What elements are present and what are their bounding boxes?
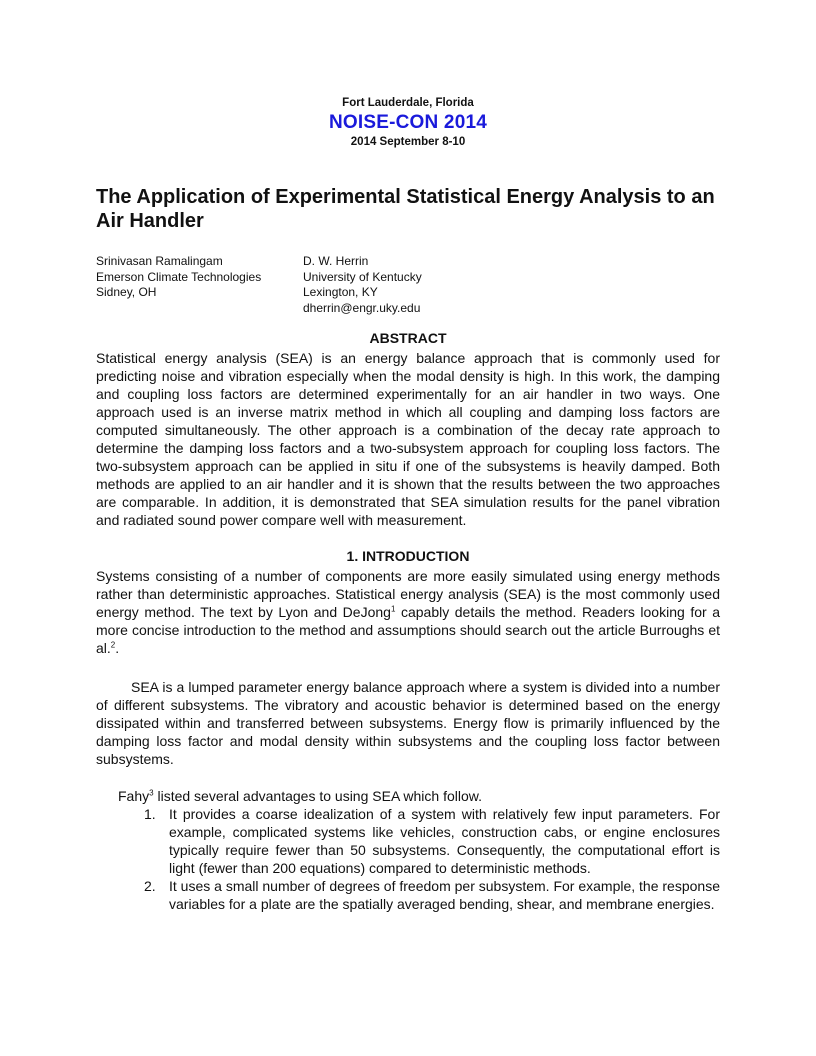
abstract-heading: ABSTRACT (369, 330, 447, 346)
citation-ref-2: 2 (110, 640, 116, 650)
author-location: Sidney, OH (96, 285, 157, 299)
intro-p1-text-a: Systems consisting of a number of components are more easily simulated using energy methods rather than deterministic approaches. Statistical energy analysis (SEA) is the most commonly used energy method. The text by Lyon and DeJong (96, 568, 720, 620)
intro-p1-text-c: . (115, 640, 120, 656)
list-item-number: 2. (144, 878, 156, 894)
introduction-heading: 1. INTRODUCTION (346, 548, 470, 564)
intro-p3-text-a: Fahy (118, 788, 150, 804)
list-item (96, 805, 720, 877)
author-name: D. W. Herrin (303, 254, 369, 268)
list-item-number: 1. (144, 806, 156, 822)
conference-name: NOISE-CON 2014 (328, 112, 488, 133)
author-2 (303, 254, 422, 316)
intro-paragraph-1 (96, 567, 720, 657)
list-item-text: It uses a small number of degrees of freedom per subsystem. For example, the response variables for a plate are the spatially averaged bending, shear, and membrane energies. (169, 878, 720, 912)
citation-ref-1: 1 (390, 604, 396, 614)
intro-p1-text-b: capably details the method. Readers looking for a more concise introduction to the method and assumptions should search out the article Burroughs et al. (96, 604, 721, 656)
author-location: Lexington, KY (303, 285, 378, 299)
conference-dates: 2014 September 8-10 (350, 136, 466, 148)
paper-title: The Application of Experimental Statistical Energy Analysis to an Air Handler (96, 186, 715, 232)
list-item (96, 877, 720, 913)
intro-paragraph-2: SEA is a lumped parameter energy balance approach where a system is divided into a number of different subsystems. The vibratory and acoustic behavior is determined based on the energy dissipated within and transferred between subsystems. Energy flow is primarily influenced by the damping loss factor and modal density within subsystems and the coupling loss factor between subsystems. (96, 679, 720, 767)
author-affiliation: Emerson Climate Technologies (96, 269, 262, 284)
author-email: dherrin@engr.uky.edu (303, 300, 421, 315)
intro-paragraph-3 (96, 787, 720, 805)
conference-location: Fort Lauderdale, Florida (342, 97, 474, 109)
author-affiliation: University of Kentucky (303, 269, 422, 284)
abstract-text: Statistical energy analysis (SEA) is an energy balance approach that is commonly used for predicting noise and vibration especially when the modal density is high. In this work, the damping and coupling loss factors are determined experimentally for an air handler in two ways. One approach used is an inverse matrix method in which all coupling and damping loss factors are computed simultaneously. The other approach is a combination of the decay rate approach to determine the damping loss factors and a two-subsystem approach for coupling loss factors. The two-subsystem approach can be applied in situ if one of the subsystems is heavily damped. Both methods are applied to an air handler and it is shown that the results between the two approaches are comparable. In addition, it is demonstrated that SEA simulation results for the panel vibration and radiated sound power compare well with measurement. (96, 350, 720, 528)
author-1 (96, 254, 261, 301)
list-item-text: It provides a coarse idealization of a system with relatively few input parameters. For example, complicated systems like vehicles, construction cabs, or engine enclosures typically require fewer than 50 subsystems. Consequently, the computational effort is light (fewer than 200 equations) compared to deterministic methods. (169, 806, 720, 876)
author-name: Srinivasan Ramalingam (96, 254, 223, 268)
citation-ref-3: 3 (149, 788, 154, 798)
intro-p3-text-b: listed several advantages to using SEA which follow. (153, 788, 482, 804)
advantages-list (96, 805, 720, 913)
